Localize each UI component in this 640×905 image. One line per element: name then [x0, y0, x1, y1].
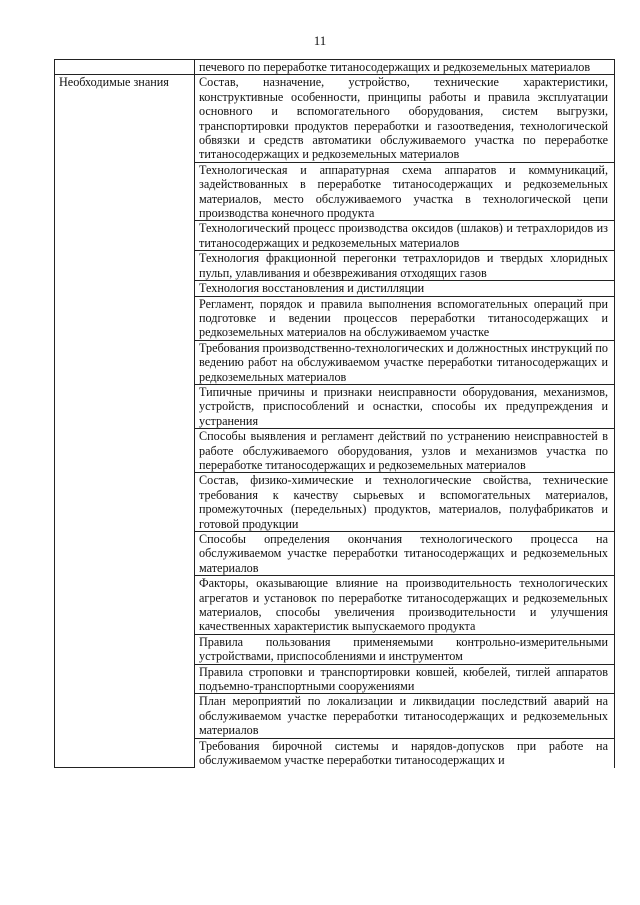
knowledge-item: План мероприятий по локализации и ликвидации последствий аварий на обслуживаемом участке переработки титаносодержащих и редкоземельных материалов [195, 694, 615, 738]
knowledge-item: Правила пользования применяемыми контрольно-измерительными устройствами, приспособлениями и инструментом [195, 634, 615, 664]
knowledge-item: Технология восстановления и дистилляции [195, 281, 615, 296]
knowledge-item: Требования бирочной системы и нарядов-допусков при работе на обслуживаемом участке переработки титаносодержащих и [195, 738, 615, 767]
knowledge-item: Способы определения окончания технологического процесса на обслуживаемом участке переработки титаносодержащих и редкоземельных материалов [195, 532, 615, 576]
requirements-table [54, 59, 615, 768]
row-label-empty [55, 60, 195, 75]
knowledge-item: Технологический процесс производства оксидов (шлаков) и тетрахлоридов из титаносодержащих и редкоземельных материалов [195, 221, 615, 251]
knowledge-item: Состав, физико-химические и технологические свойства, технические требования к качеству сырьевых и вспомогательных материалов, промежуточных (передельных) продуктов, материалов, полуфабрикатов и готовой продукции [195, 473, 615, 532]
section-label-required-knowledge: Необходимые знания [55, 75, 195, 768]
knowledge-item: Регламент, порядок и правила выполнения вспомогательных операций при подготовке и ведении процессов переработки титаносодержащих и редкоземельных материалов на обслуживаемом участке [195, 296, 615, 340]
knowledge-item: Правила строповки и транспортировки ковшей, кюбелей, тиглей аппаратов подъемно-транспортными сооружениями [195, 664, 615, 694]
knowledge-item: Технология фракционной перегонки тетрахлоридов и твердых хлоридных пульп, улавливания и обезвреживания отходящих газов [195, 251, 615, 281]
page-number: 11 [313, 33, 327, 48]
knowledge-item: Типичные причины и признаки неисправности оборудования, механизмов, устройств, приспособлений и оснастки, способы их предупреждения и устранения [195, 384, 615, 428]
knowledge-item: Способы выявления и регламент действий по устранению неисправностей в работе обслуживаемого оборудования, узлов и механизмов участка по переработке титаносодержащих и редкоземельных материалов [195, 429, 615, 473]
knowledge-item: Требования производственно-технологических и должностных инструкций по ведению работ на обслуживаемом участке переработки титаносодержащих и редкоземельных материалов [195, 340, 615, 384]
table-row-continued [55, 60, 615, 75]
knowledge-item: Состав, назначение, устройство, технические характеристики, конструктивные особенности, принципы работы и правила эксплуатации основного и вспомогательного оборудования, систем выгрузки, транспортировки продуктов переработки и газоотведения, технологической обвязки и средств автоматики обслуживаемого участка по переработке титаносодержащих и редкоземельных материалов [195, 75, 615, 162]
row-text-continued: печевого по переработке титаносодержащих и редкоземельных материалов [195, 60, 615, 75]
table-row [55, 75, 615, 162]
knowledge-item: Факторы, оказывающие влияние на производительность технологических агрегатов и установок по переработке титаносодержащих и редкоземельных материалов, способы увеличения производительности и улучшения качественных характеристик выпускаемого продукта [195, 576, 615, 635]
knowledge-item: Технологическая и аппаратурная схема аппаратов и коммуникаций, задействованных в переработке титаносодержащих и редкоземельных материалов, место обслуживаемого участка в технологической цепи производства конечного продукта [195, 162, 615, 221]
